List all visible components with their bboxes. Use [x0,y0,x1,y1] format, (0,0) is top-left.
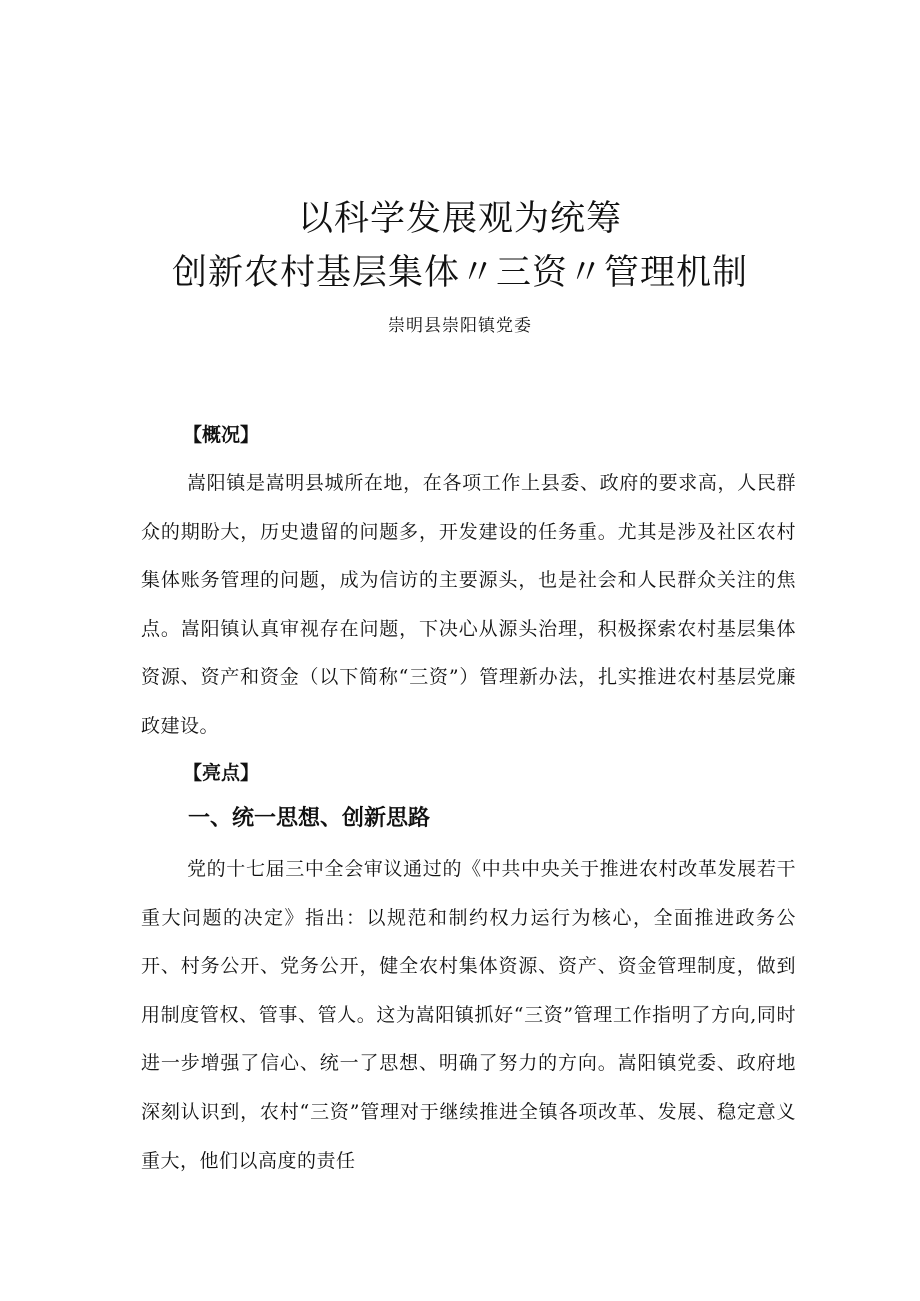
document-title-line-2: 创新农村基层集体〃三资〃管理机制 [171,253,748,293]
document-title-line-1: 以科学发展观为统筹 [297,199,622,239]
section-heading-1: 一、统一思想、创新思路 [188,806,431,831]
overview-label: 【概况】 [183,424,260,446]
overview-paragraph: 嵩阳镇是嵩明县城所在地，在各项工作上县委、政府的要求高，人民群众的期盼大，历史遗留的问题多，开发建设的任务重。尤其是涉及社区农村集体账务管理的问题，成为信访的主要源头，也是社会和人民群众关注的焦点。嵩阳镇认真审视存在问题，下决心从源头治理，积极探索农村基层集体资源、资产和资金（以下简称“三资”）管理新办法，扎实推进农村基层党廉政建设。 [141,472,796,737]
highlight-label: 【亮点】 [183,762,260,784]
section-paragraph-1: 党的十七届三中全会审议通过的《中共中央关于推进农村改革发展若干重大问题的决定》指出：以规范和制约权力运行为核心，全面推进政务公开、村务公开、党务公开，健全农村集体资源、资产、资金管理制度，做到用制度管权、管事、管人。这为嵩阳镇抓好“三资”管理工作指明了方向,同时进一步增强了信心、统一了思想、明确了努力的方向。嵩阳镇党委、政府地深刻认识到，农村“三资”管理对于继续推进全镇各项改革、发展、稳定意义重大，他们以高度的责任 [141,858,796,1172]
document-author: 崇明县崇阳镇党委 [388,316,532,336]
